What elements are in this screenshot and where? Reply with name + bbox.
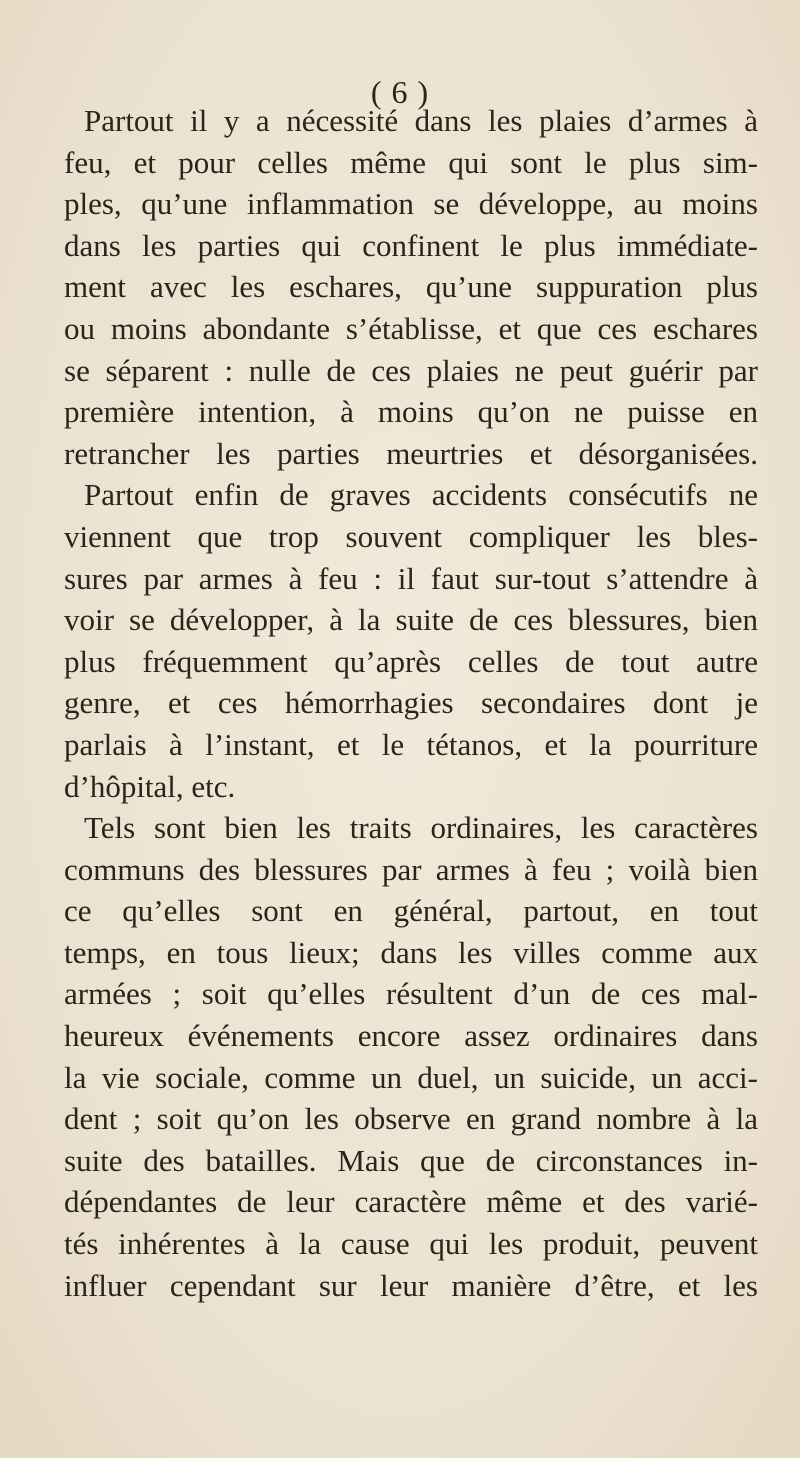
text-line: Tels sont bien les traits ordinaires, les caractères: [84, 810, 758, 846]
text-line: sures par armes à feu : il faut sur-tout s’attendre à: [64, 560, 758, 596]
text-line: dépendantes de leur caractère même et des varié-: [64, 1184, 758, 1220]
text-line: parlais à l’instant, et le tétanos, et la pourriture: [64, 726, 758, 762]
body-text: [64, 100, 758, 1306]
text-line: tés inhérentes à la cause qui les produit, peuvent: [64, 1226, 758, 1262]
text-line: armées ; soit qu’elles résultent d’un de ces mal-: [64, 976, 758, 1012]
text-line: influer cependant sur leur manière d’être, et les: [64, 1267, 758, 1303]
text-line: plus fréquemment qu’après celles de tout autre: [64, 643, 758, 679]
text-line: Partout il y a nécessité dans les plaies d’armes à: [84, 103, 758, 138]
text-line: dans les parties qui confinent le plus immédiate-: [64, 227, 758, 263]
text-line: heureux événements encore assez ordinaires dans: [64, 1018, 758, 1054]
text-line: suite des batailles. Mais que de circonstances in-: [64, 1142, 758, 1178]
text-line: ment avec les eschares, qu’une suppuration plus: [64, 269, 758, 305]
text-line: viennent que trop souvent compliquer les bles-: [64, 518, 758, 554]
text-line: ce qu’elles sont en général, partout, en tout: [64, 893, 758, 929]
text-line: communs des blessures par armes à feu ; voilà bien: [64, 851, 758, 887]
text-line: première intention, à moins qu’on ne puisse en: [64, 394, 758, 430]
text-line: voir se développer, à la suite de ces blessures, bien: [64, 602, 758, 638]
text-line: temps, en tous lieux; dans les villes comme aux: [64, 934, 758, 970]
text-line: la vie sociale, comme un duel, un suicide, un acci-: [64, 1059, 758, 1095]
text-line: genre, et ces hémorrhagies secondaires dont je: [64, 685, 758, 721]
text-line: ples, qu’une inflammation se développe, au moins: [64, 186, 758, 222]
text-line: se séparent : nulle de ces plaies ne peut guérir par: [64, 352, 758, 388]
text-line: d’hôpital, etc.: [64, 768, 236, 804]
text-line: dent ; soit qu’on les observe en grand nombre à la: [64, 1101, 758, 1137]
text-line: Partout enfin de graves accidents consécutifs ne: [84, 477, 758, 513]
text-line: retrancher les parties meurtries et désorganisées.: [64, 435, 758, 471]
text-line: ou moins abondante s’établisse, et que ces eschares: [64, 310, 758, 346]
page-number: ( 6 ): [370, 74, 430, 110]
text-line: feu, et pour celles même qui sont le plus sim-: [64, 144, 758, 180]
